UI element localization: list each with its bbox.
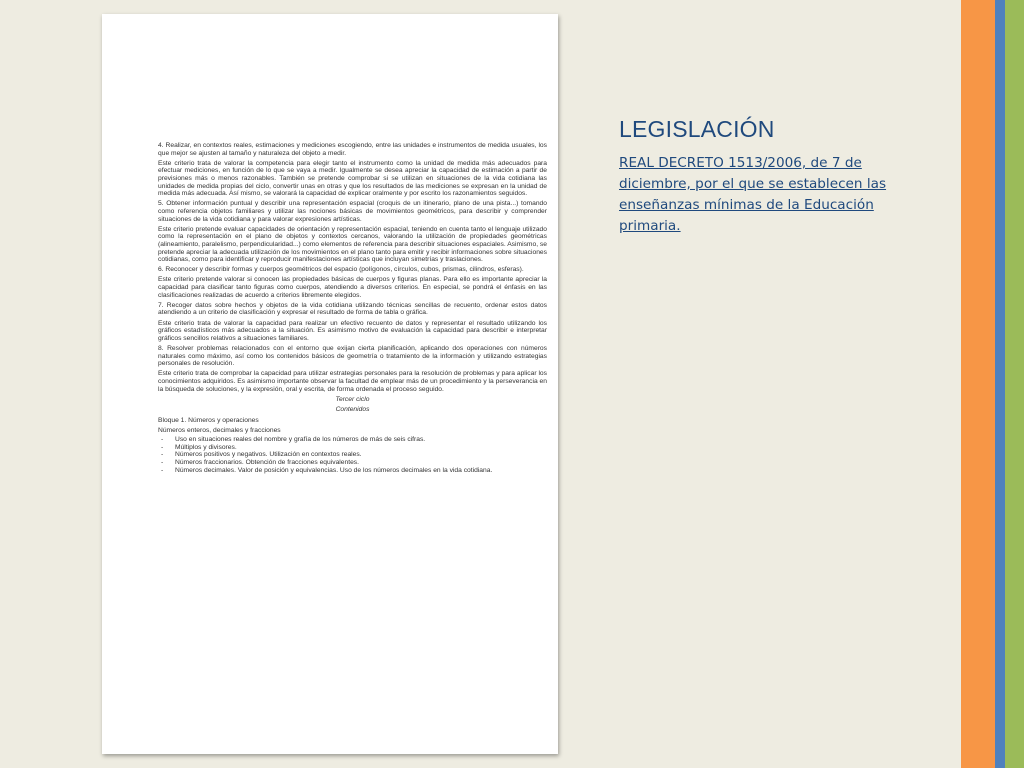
green-stripe — [1005, 0, 1024, 768]
slide-text-column — [619, 116, 904, 237]
list-item-text: Números decimales. Valor de posición y equivalencias. Uso de los números decimales en la vida cotidiana. — [175, 466, 493, 474]
list-item-text: Múltiplos y divisores. — [175, 443, 237, 451]
criterion-4-explanation: Este criterio trata de valorar la competencia para elegir tanto el instrumento como la unidad de medida más adecuados para efectuar mediciones, en función de lo que se vaya a medir. Igualmente se desea apreciar la capacidad de estimación a partir de previsiones más o menos razonables. También se pretende comprobar si se utilizan en situaciones de la vida cotidiana las unidades de medida propias del ciclo, convertir unas en otras y que los resultados de las mediciones se expresan en la unidad de medida más adecuada. Así mismo, se valorará la capacidad de explicar oralmente y por escrito los razonamientos seguidos. — [158, 159, 547, 198]
block-subtitle: Números enteros, decimales y fracciones — [158, 426, 281, 434]
criterion-4: 4. Realizar, en contextos reales, estimaciones y mediciones escogiendo, entre las unidades e instrumentos de medida usuales, los que mejor se ajusten al tamaño y naturaleza del objeto a medir. — [158, 142, 547, 157]
list-item-text: Uso en situaciones reales del nombre y grafía de los números de más de seis cifras. — [175, 436, 426, 444]
blue-stripe — [995, 0, 1005, 768]
criterion-5-explanation: Este criterio pretende evaluar capacidades de orientación y representación espacial, teniendo en cuenta tanto el lenguaje utilizado como la representación en el plano de objetos y contextos cercanos, valorando la utilización de propiedades geométricas (alineamiento, paralelismo, perpendicularidad...) como elementos de referencia para describir situaciones espaciales. Asimismo, se pretende apreciar la adecuada utilización de los movimientos en el plano tanto para emitir y recibir informaciones sobre situaciones cotidianas, como para identificar y reproducir manifestaciones artísticas que incluyan simetrías y traslaciones. — [158, 225, 547, 264]
cycle-heading: Tercer ciclo — [335, 395, 370, 403]
list-item-text: Números fraccionarios. Obtención de fracciones equivalentes. — [175, 458, 360, 466]
list-item — [158, 459, 547, 467]
list-item — [158, 467, 547, 475]
bullet-dash: - — [161, 451, 164, 459]
list-item — [158, 444, 547, 452]
slide-title: LEGISLACIÓN — [619, 116, 775, 142]
criterion-5: 5. Obtener información puntual y describir una representación espacial (croquis de un itinerario, plano de una pista...) tomando como referencia objetos familiares y utilizar las nociones básicas de movimientos geométricos, para describir y comprender situaciones de la vida cotidiana y para valorar expresiones artísticas. — [158, 200, 547, 223]
orange-stripe — [961, 0, 995, 768]
bullet-dash: - — [161, 458, 164, 466]
bullet-dash: - — [161, 466, 164, 474]
contents-heading: Contenidos — [335, 406, 370, 414]
list-item — [158, 436, 547, 444]
criterion-8-explanation: Este criterio trata de comprobar la capacidad para utilizar estrategias personales para la resolución de problemas y para aplicar los conocimientos adquiridos. Es asimismo importante observar la facultad de emplear más de un procedimiento y la perseverancia en la búsqueda de soluciones, y la expresión, oral y escrita, de forma ordenada el proceso seguido. — [158, 370, 547, 393]
contents-list — [158, 436, 547, 474]
block-title: Bloque 1. Números y operaciones — [158, 416, 259, 424]
criterion-7-explanation: Este criterio trata de valorar la capacidad para realizar un efectivo recuento de datos y representar el resultado utilizando los gráficos estadísticos más adecuados a la situación. Es asimismo motivo de evaluación la capacidad para describir e interpretar gráficos sencillos relativos a situaciones familiares. — [158, 319, 547, 342]
criterion-6: 6. Reconocer y describir formas y cuerpos geométricos del espacio (polígonos, círculos, cubos, prismas, cilindros, esferas). — [158, 266, 524, 274]
criterion-8: 8. Resolver problemas relacionados con el entorno que exijan cierta planificación, aplicando dos operaciones con números naturales como máximo, así como los contenidos básicos de geometría o tratamiento de la información y utilizando estrategias personales de resolución. — [158, 345, 547, 368]
bullet-dash: - — [161, 443, 164, 451]
list-item-text: Números positivos y negativos. Utilización en contextos reales. — [175, 451, 362, 459]
criterion-6-explanation: Este criterio pretende valorar si conocen las propiedades básicas de cuerpos y figuras planas. Para ello es importante apreciar la capacidad para clasificar tanto figuras como cuerpos, atendiendo a diversos criterios. En especial, se pondrá el énfasis en las clasificaciones realizadas de acuerdo a criterios libremente elegidos. — [158, 276, 547, 299]
list-item — [158, 451, 547, 459]
criterion-7: 7. Recoger datos sobre hechos y objetos de la vida cotidiana utilizando técnicas sencillas de recuento, ordenar estos datos atendiendo a un criterio de clasificación y expresar el resultado de forma de tabla o gráfica. — [158, 301, 547, 317]
royal-decree-link[interactable]: REAL DECRETO 1513/2006, de 7 de diciembre, por el que se establecen las enseñanzas mínimas de la Educación primaria. — [619, 155, 887, 234]
document-page-image — [102, 14, 558, 754]
document-text — [158, 142, 547, 474]
bullet-dash: - — [161, 436, 164, 444]
